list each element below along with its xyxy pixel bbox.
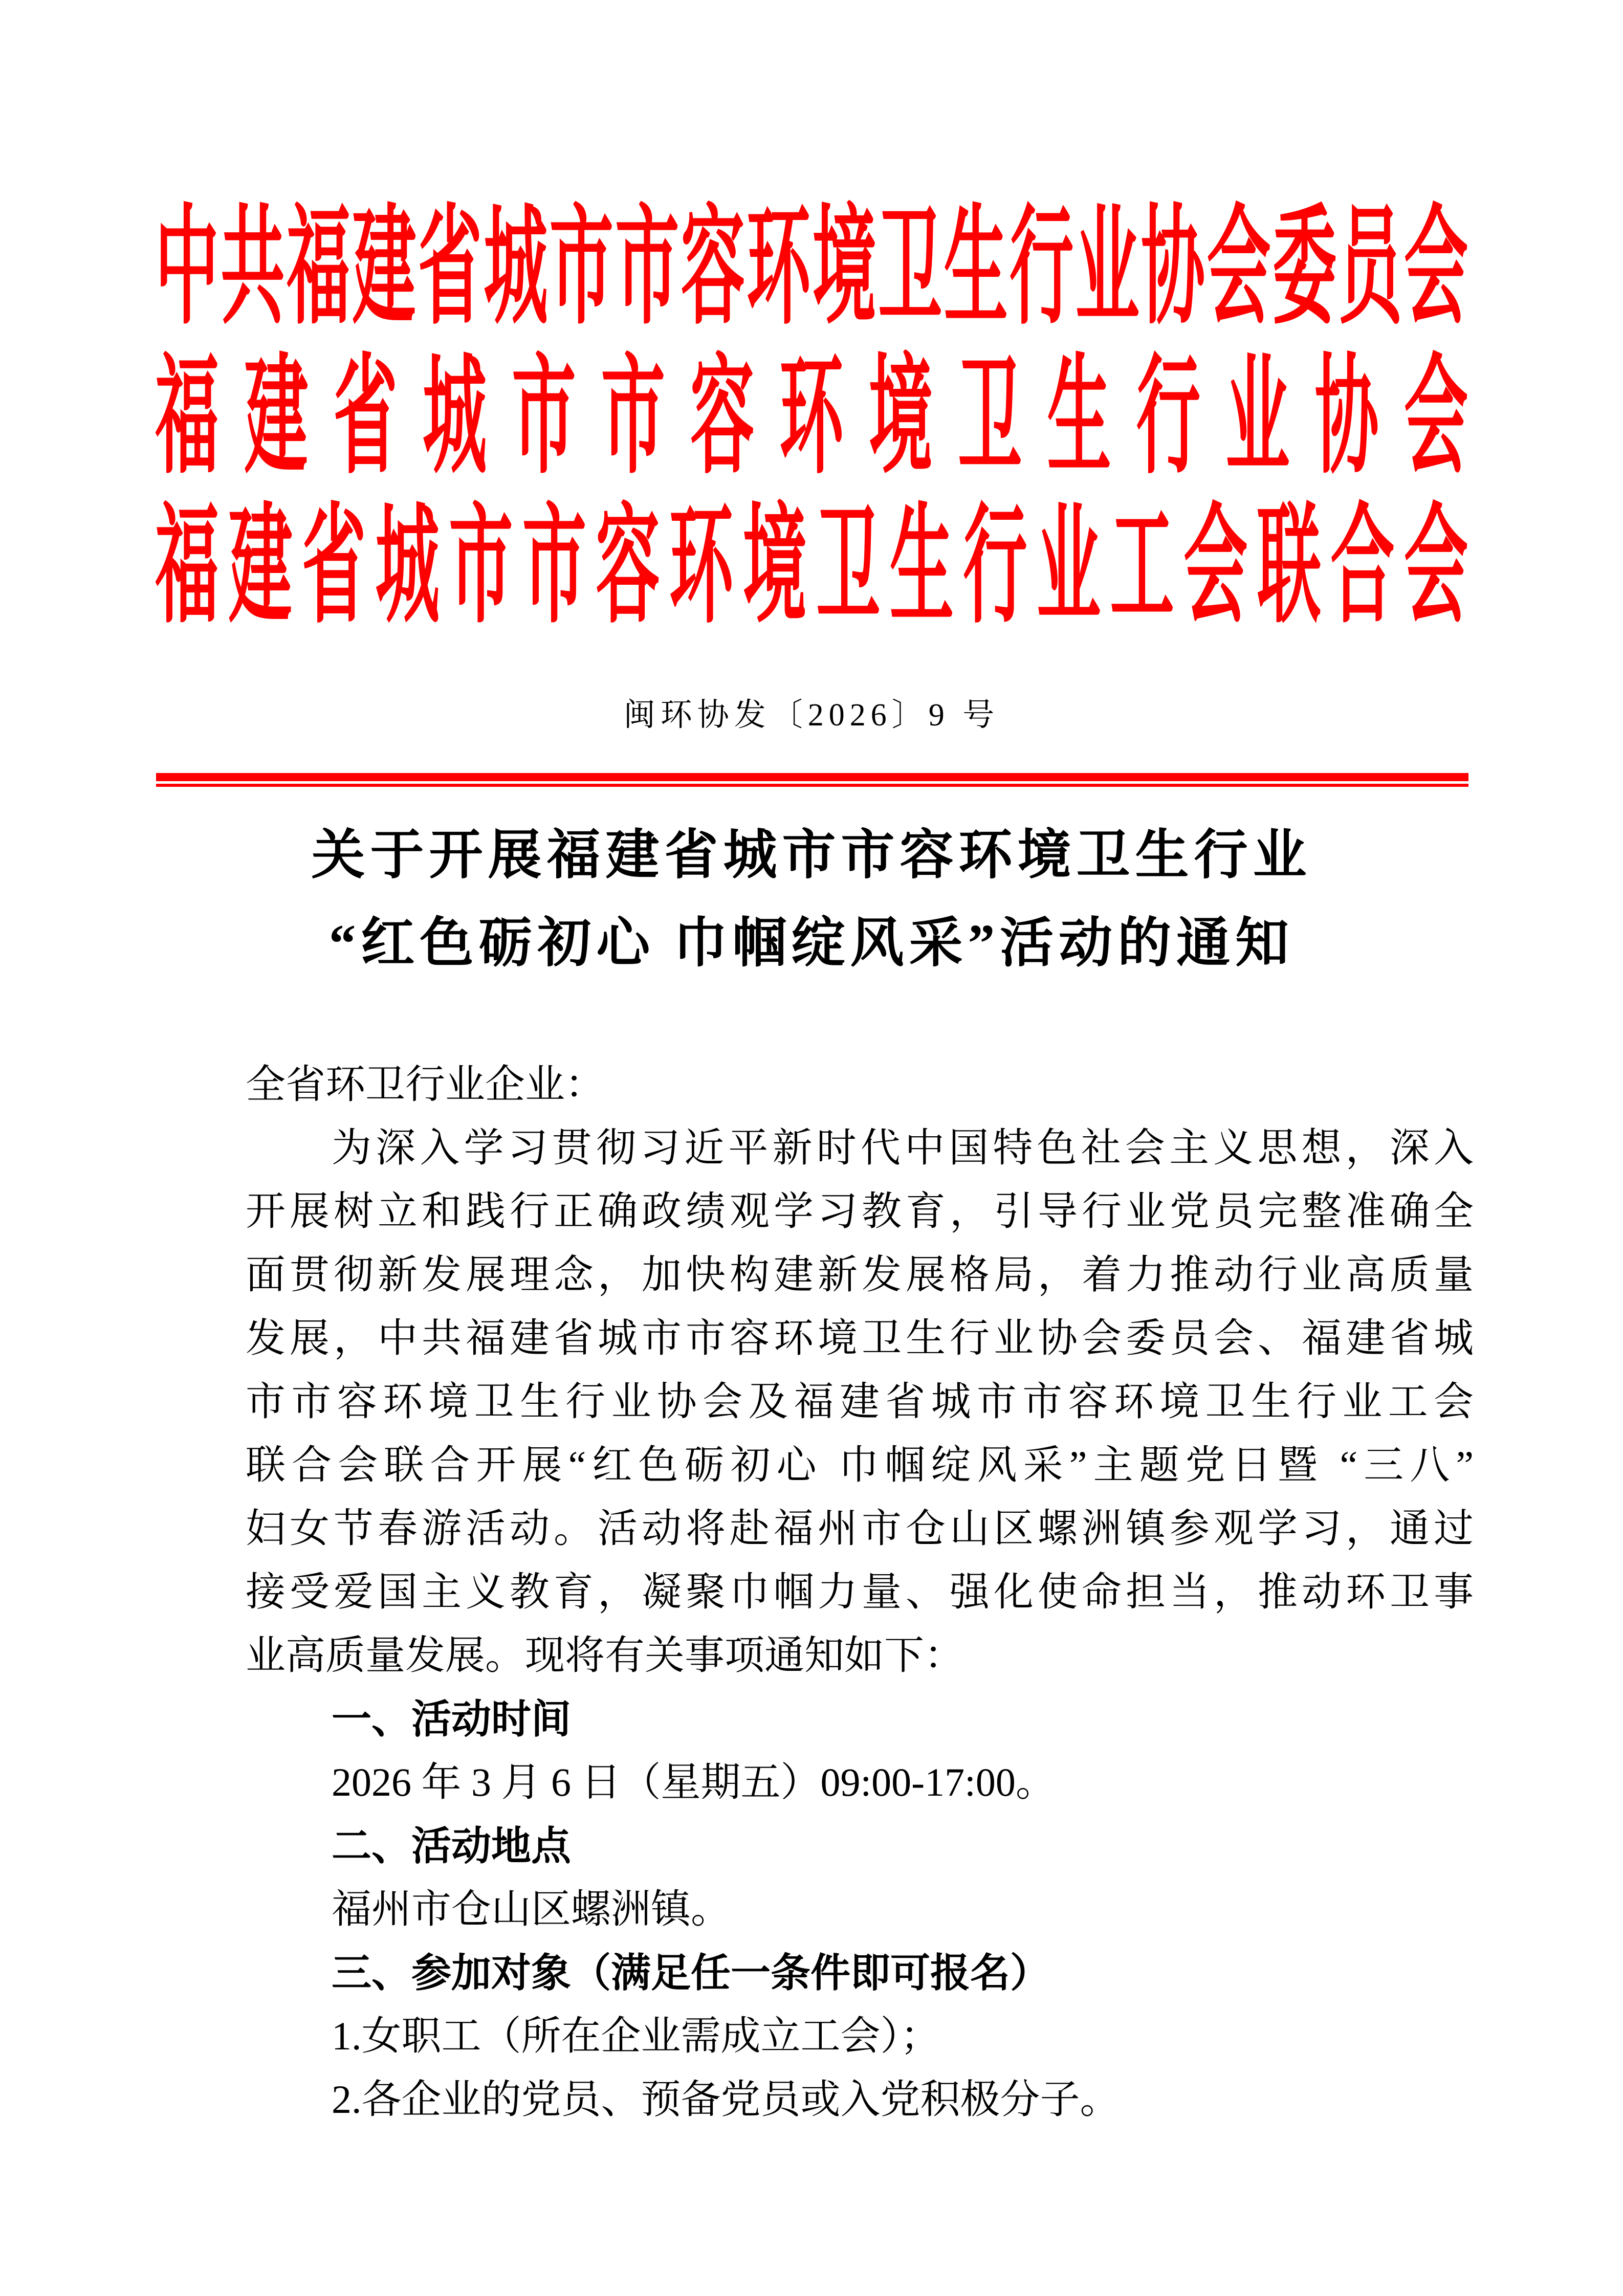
title-line-1: 关于开展福建省城市市容环境卫生行业 xyxy=(311,825,1312,885)
section-3-item-1: 1.女职工（所在企业需成立工会）； xyxy=(332,2014,940,2058)
body-line: 市市容环境卫生行业协会及福建省城市市容环境卫生行业工会 xyxy=(246,1379,1474,1424)
document-number: 闽环协发〔2026〕9 号 xyxy=(623,698,1000,733)
body-line: 联合会联合开展“红色砺初心 巾帼绽风采”主题党日暨 “三八” xyxy=(246,1443,1474,1487)
body-line: 妇女节春游活动。活动将赴福州市仓山区螺洲镇参观学习，通过 xyxy=(246,1506,1474,1551)
section-heading-1: 一、活动时间 xyxy=(332,1696,572,1741)
letterhead-line-1: 中共福建省城市市容环境卫生行业协会委员会 xyxy=(155,197,1468,341)
title-line-2: “红色砺初心 巾帼绽风采”活动的通知 xyxy=(328,913,1295,973)
body-line: 业高质量发展。现将有关事项通知如下： xyxy=(246,1633,964,1677)
letterhead xyxy=(155,194,1468,643)
section-3-item-2: 2.各企业的党员、预备党员或入党积极分子。 xyxy=(332,2077,1120,2122)
section-2-content: 福州市仓山区螺洲镇。 xyxy=(332,1887,731,1931)
body-line: 面贯彻新发展理念，加快构建新发展格局，着力推动行业高质量 xyxy=(246,1252,1474,1297)
letterhead-line-2: 福建省城市市容环境卫生行业协会 xyxy=(155,347,1468,490)
document-body xyxy=(246,1053,1474,2131)
section-heading-3: 三、参加对象（满足任一条件即可报名） xyxy=(332,1950,1050,1995)
red-rule-thick xyxy=(156,773,1468,781)
body-line: 发展，中共福建省城市市容环境卫生行业协会委员会、福建省城 xyxy=(246,1316,1474,1360)
body-line: 为深入学习贯彻习近平新时代中国特色社会主义思想，深入 xyxy=(332,1125,1474,1170)
body-line-salutation: 全省环卫行业企业： xyxy=(246,1062,605,1107)
body-line: 开展树立和践行正确政绩观学习教育，引导行业党员完整准确全 xyxy=(246,1189,1474,1233)
body-line: 接受爱国主义教育，凝聚巾帼力量、强化使命担当，推动环卫事 xyxy=(246,1570,1474,1614)
document-title xyxy=(151,811,1472,987)
red-rule-thin xyxy=(156,784,1468,787)
section-1-content: 2026 年 3 月 6 日（星期五）09:00-17:00。 xyxy=(332,1760,1056,1804)
section-heading-2: 二、活动地点 xyxy=(332,1823,572,1868)
letterhead-line-3: 福建省城市市容环境卫生行业工会联合会 xyxy=(155,496,1468,639)
